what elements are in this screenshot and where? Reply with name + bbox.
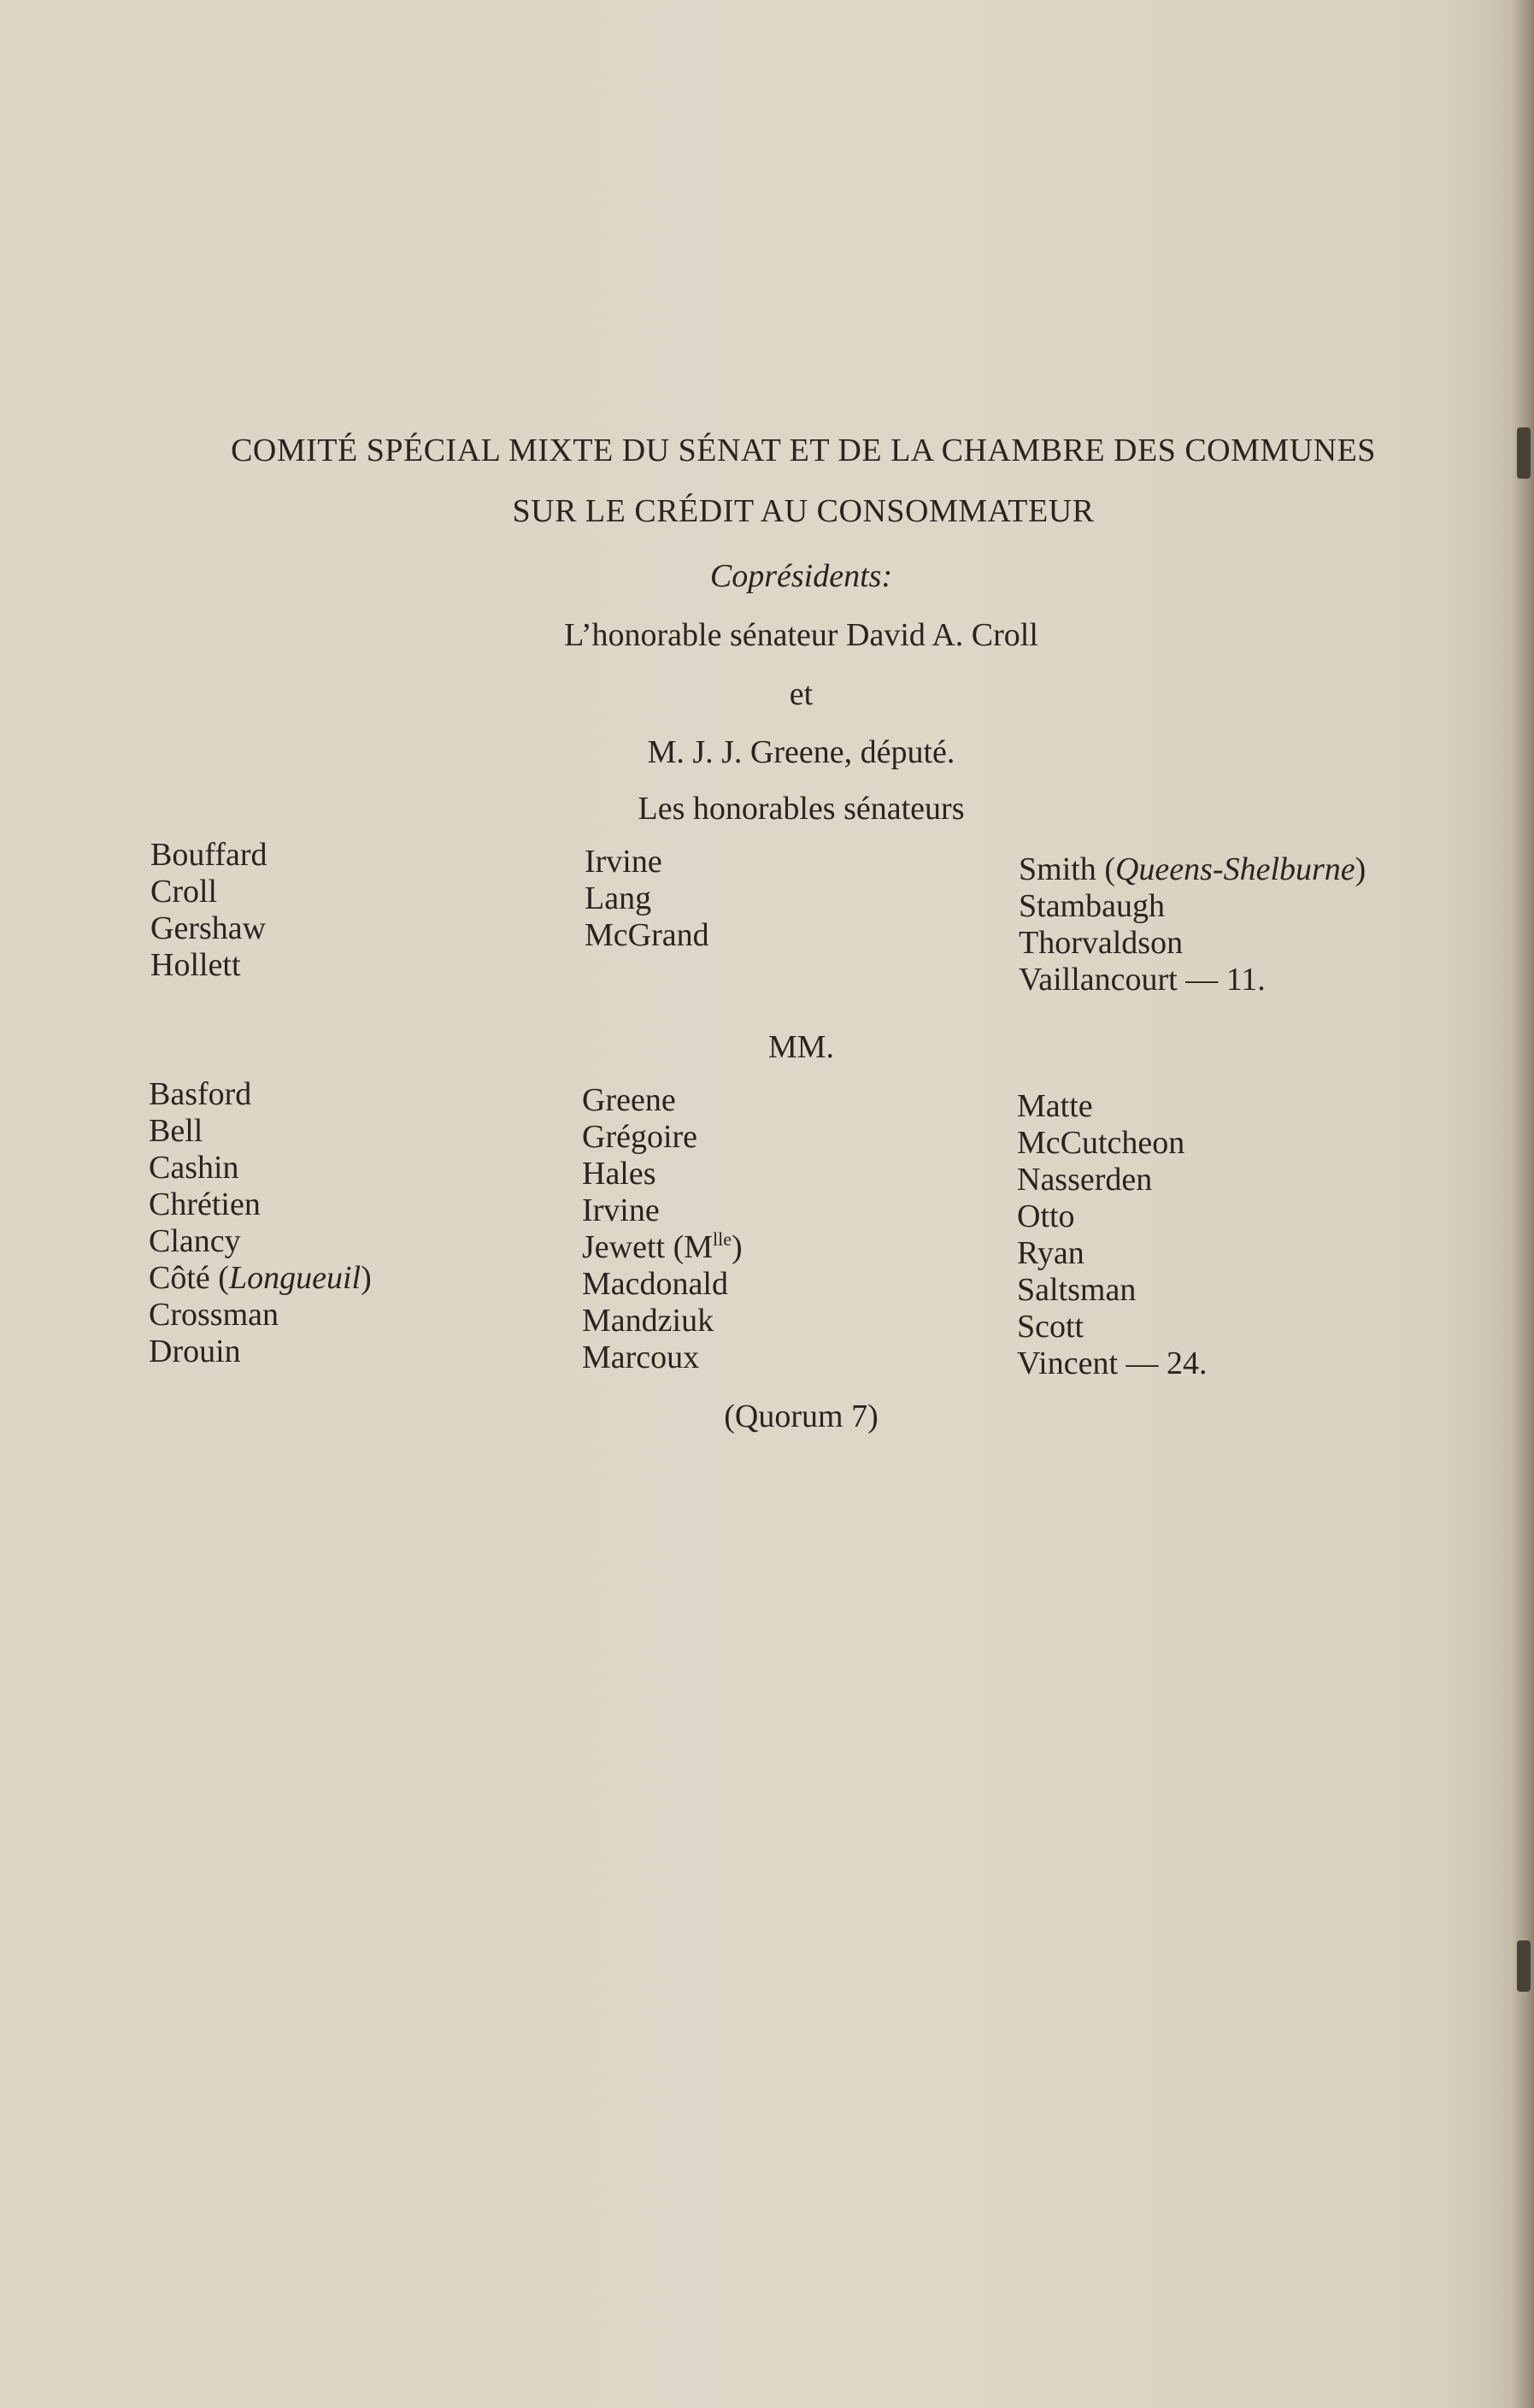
list-item: Bouffard	[150, 837, 267, 873]
list-item: Smith (Queens-Shelburne)	[1019, 851, 1366, 887]
members-column-2	[582, 1082, 743, 1376]
copresident-croll: L’honorable sénateur David A. Croll	[564, 617, 1038, 653]
list-item: Lang	[585, 880, 652, 916]
riding-name: Longueuil	[228, 1260, 361, 1296]
list-item: Ryan	[1017, 1235, 1084, 1271]
copresident-greene: M. J. J. Greene, député.	[647, 734, 955, 770]
list-item: Thorvaldson	[1019, 925, 1184, 961]
member-name: Smith	[1019, 851, 1096, 887]
list-item: Grégoire	[582, 1119, 698, 1155]
list-item: Scott	[1017, 1309, 1084, 1345]
list-item: Vincent — 24.	[1017, 1345, 1208, 1381]
list-item: McCutcheon	[1017, 1125, 1185, 1161]
senators-column-2	[585, 844, 709, 954]
list-item: Hollett	[150, 947, 241, 983]
copresidents-label: Coprésidents:	[709, 558, 893, 594]
member-title: M	[684, 1229, 714, 1265]
list-item: Greene	[582, 1082, 676, 1118]
list-item: Nasserden	[1017, 1162, 1153, 1198]
list-item: Marcoux	[582, 1339, 700, 1375]
senators-heading: Les honorables sénateurs	[638, 791, 965, 827]
list-item: Vaillancourt — 11.	[1019, 962, 1266, 998]
list-item: Gershaw	[150, 910, 267, 946]
quorum-note: (Quorum 7)	[724, 1398, 879, 1434]
list-item: Saltsman	[1017, 1272, 1137, 1308]
list-item: McGrand	[585, 917, 709, 953]
list-item: Stambaugh	[1019, 888, 1165, 924]
list-item: Bell	[149, 1113, 203, 1149]
senators-column-1	[150, 837, 267, 984]
member-name: Jewett	[582, 1229, 666, 1265]
list-item: Drouin	[149, 1334, 241, 1369]
senators-column-3	[1019, 851, 1366, 998]
list-item: Crossman	[149, 1297, 279, 1333]
conjunction-et: et	[789, 676, 814, 712]
member-name: Côté	[149, 1260, 210, 1296]
members-column-3	[1017, 1088, 1208, 1382]
committee-title-line-2: SUR LE CRÉDIT AU CONSOMMATEUR	[512, 493, 1095, 529]
list-item: Basford	[149, 1076, 252, 1112]
committee-title-line-1: COMITÉ SPÉCIAL MIXTE DU SÉNAT ET DE LA CHAMBRE DES COMMUNES	[231, 433, 1376, 468]
members-heading: MM.	[767, 1029, 835, 1065]
binding-mark	[1517, 1940, 1531, 1992]
list-item: Jewett $(M^{lle})$	[582, 1228, 743, 1265]
list-item: Macdonald	[582, 1266, 728, 1302]
list-item: Côté (Longueuil)	[149, 1260, 372, 1296]
member-title-superscript: lle	[713, 1228, 732, 1250]
list-item: Cashin	[149, 1150, 239, 1186]
list-item: Chrétien	[149, 1186, 261, 1222]
list-item: Irvine	[582, 1192, 660, 1228]
riding-name: Queens-Shelburne	[1114, 851, 1355, 887]
list-item: Matte	[1017, 1088, 1093, 1124]
list-item: Croll	[150, 874, 218, 910]
list-item: Hales	[582, 1156, 656, 1192]
page-binding-edge	[1510, 0, 1534, 2408]
list-item: Irvine	[585, 844, 662, 880]
list-item: Otto	[1017, 1198, 1075, 1234]
list-item: Clancy	[149, 1223, 241, 1259]
members-column-1	[149, 1076, 372, 1370]
binding-mark	[1517, 427, 1531, 479]
list-item: Mandziuk	[582, 1303, 714, 1339]
